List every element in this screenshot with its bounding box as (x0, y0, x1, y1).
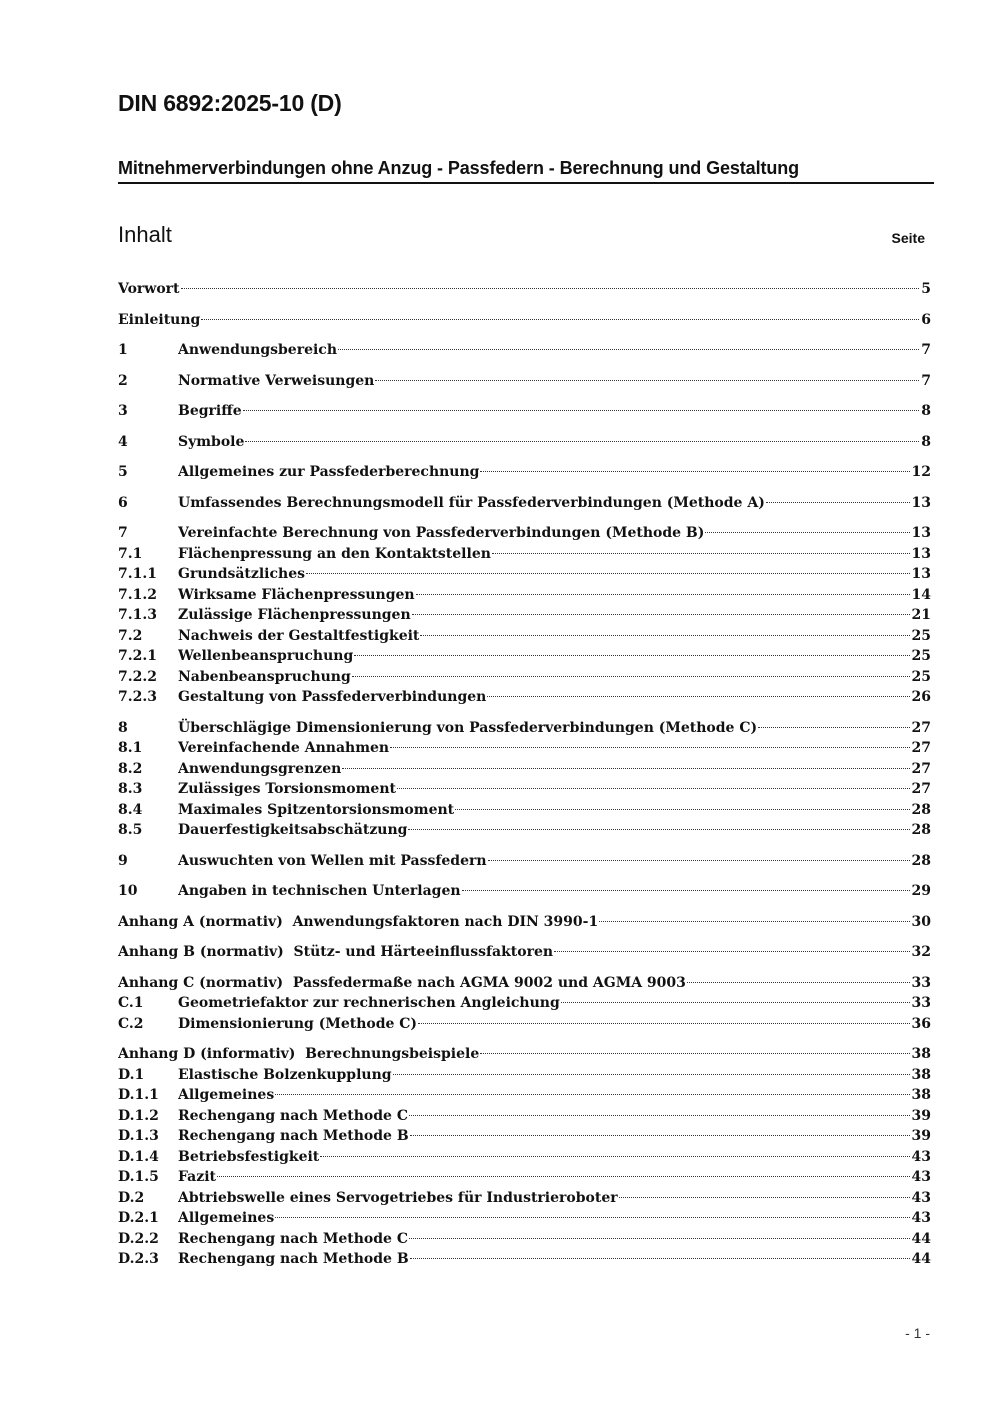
toc-entry-number: 7.2.2 (118, 668, 157, 685)
toc-entry-label: Dimensionierung (Methode C) (178, 1015, 418, 1032)
toc-entry-label: Vereinfachte Berechnung von Passfederverbindungen (Methode B) (178, 525, 705, 541)
toc-entry-label: Rechengang nach Methode C (178, 1107, 408, 1124)
toc-entry-page: 39 (911, 1107, 931, 1124)
toc-entry[interactable] (118, 544, 931, 565)
toc-dot-leader (758, 727, 909, 728)
toc-entry[interactable] (118, 687, 931, 708)
toc-entry-label: Begriffe (178, 403, 242, 419)
toc-entry-label: Zulässige Flächenpressungen (178, 607, 411, 623)
toc-entry-label: Nabenbeanspruchung (178, 668, 351, 685)
toc-entry[interactable] (118, 401, 931, 422)
toc-dot-leader (420, 635, 909, 636)
toc-entry[interactable] (118, 1188, 931, 1209)
toc-entry-label: Elastische Bolzenkupplung (178, 1066, 392, 1083)
toc-dot-leader (480, 1053, 909, 1054)
toc-entry[interactable] (118, 646, 931, 667)
toc-entry[interactable] (118, 1106, 931, 1127)
toc-entry[interactable] (118, 1147, 931, 1168)
toc-entry[interactable] (118, 1014, 931, 1035)
toc-entry-label: Umfassendes Berechnungsmodell für Passfederverbindungen (Methode A) (178, 494, 765, 511)
toc-entry-number: D.1.1 (118, 1087, 159, 1103)
toc-entry-page: 38 (911, 1046, 931, 1062)
toc-entry-label: Anhang D (informativ) Berechnungsbeispiele (118, 1046, 480, 1062)
toc-entry-page: 25 (911, 668, 931, 685)
toc-dot-leader (561, 1002, 910, 1003)
toc-dot-leader (599, 921, 909, 922)
toc-entry[interactable] (118, 993, 931, 1014)
toc-dot-leader (488, 860, 910, 861)
toc-dot-leader (397, 788, 910, 789)
toc-entry-page: 7 (921, 342, 931, 358)
toc-entry-label: Anhang B (normativ) Stütz- und Härteeinflussfaktoren (118, 944, 554, 960)
toc-entry-number: 4 (118, 433, 128, 450)
toc-entry[interactable] (118, 564, 931, 585)
toc-dot-leader (410, 1135, 910, 1136)
toc-entry-number: C.2 (118, 1015, 144, 1032)
toc-entry-label: Abtriebswelle eines Servogetriebes für Industrieroboter (178, 1189, 618, 1206)
document-title: Mitnehmerverbindungen ohne Anzug - Passfedern - Berechnung und Gestaltung (118, 158, 800, 178)
toc-dot-leader (201, 319, 919, 320)
toc-dot-leader (480, 471, 909, 472)
toc-entry-page: 13 (911, 545, 931, 562)
toc-entry[interactable] (118, 1126, 931, 1147)
toc-entry-number: D.2.2 (118, 1230, 159, 1247)
toc-entry-number: D.2.3 (118, 1251, 159, 1267)
toc-entry-page: 43 (911, 1169, 931, 1185)
toc-entry[interactable] (118, 759, 931, 780)
toc-dot-leader (619, 1197, 910, 1198)
toc-entry-number: D.1.3 (118, 1128, 159, 1144)
toc-dot-leader (243, 410, 920, 411)
toc-entry-page: 33 (911, 974, 931, 991)
toc-entry-page: 6 (921, 311, 931, 328)
toc-entry-label: Rechengang nach Methode B (178, 1128, 409, 1144)
toc-entry-number: 5 (118, 464, 128, 480)
toc-entry-page: 43 (911, 1148, 931, 1165)
toc-dot-leader (462, 890, 910, 891)
toc-entry-page: 26 (911, 689, 931, 705)
toc-dot-leader (275, 1094, 909, 1095)
toc-entry-number: 7.2.1 (118, 648, 157, 664)
toc-entry-label: Symbole (178, 433, 245, 450)
toc-entry-page: 27 (911, 760, 931, 777)
toc-dot-leader (416, 594, 910, 595)
toc-dot-leader (320, 1156, 909, 1157)
toc-entry-label: Angaben in technischen Unterlagen (178, 883, 461, 899)
toc-entry-number: 8.2 (118, 760, 143, 777)
toc-entry-number: D.1.5 (118, 1169, 159, 1185)
toc-entry-page: 12 (911, 464, 931, 480)
toc-entry-number: D.2.1 (118, 1210, 159, 1226)
toc-entry-label: Vereinfachende Annahmen (178, 740, 390, 756)
toc-entry-label: Anwendungsgrenzen (178, 760, 342, 777)
toc-entry[interactable] (118, 820, 931, 841)
toc-entry[interactable] (118, 1167, 931, 1188)
toc-entry-number: 8.3 (118, 781, 143, 797)
toc-entry[interactable] (118, 1065, 931, 1086)
toc-entry-page: 28 (911, 801, 931, 818)
toc-entry-number: C.1 (118, 995, 144, 1011)
toc-entry-label: Auswuchten von Wellen mit Passfedern (178, 852, 487, 869)
toc-entry-label: Normative Verweisungen (178, 372, 375, 389)
page-column-label: Seite (891, 230, 925, 246)
table-of-contents (118, 279, 931, 1270)
toc-entry-page: 8 (921, 433, 931, 450)
toc-entry[interactable] (118, 523, 931, 544)
toc-entry[interactable] (118, 942, 931, 963)
toc-dot-leader (375, 380, 919, 381)
toc-entry-page: 38 (911, 1087, 931, 1103)
toc-entry-page: 27 (911, 719, 931, 736)
toc-entry-number: 9 (118, 852, 128, 869)
toc-dot-leader (352, 676, 910, 677)
toc-entry[interactable] (118, 779, 931, 800)
toc-entry[interactable] (118, 432, 931, 453)
toc-entry[interactable] (118, 912, 931, 933)
toc-dot-leader (275, 1217, 909, 1218)
toc-entry-page: 13 (911, 525, 931, 541)
document-id: DIN 6892:2025-10 (D) (118, 90, 342, 116)
toc-entry-number: 10 (118, 883, 138, 899)
toc-dot-leader (181, 288, 920, 289)
toc-dot-leader (705, 532, 909, 533)
toc-entry-page: 43 (911, 1210, 931, 1226)
toc-entry-number: 8 (118, 719, 128, 736)
toc-dot-leader (409, 1115, 910, 1116)
toc-entry-label: Dauerfestigkeitsabschätzung (178, 822, 408, 838)
toc-dot-leader (487, 696, 909, 697)
toc-entry[interactable] (118, 1044, 931, 1065)
toc-entry[interactable] (118, 371, 931, 392)
toc-entry-number: 2 (118, 372, 128, 389)
toc-entry-page: 25 (911, 627, 931, 644)
toc-entry-number: D.1.4 (118, 1148, 159, 1165)
toc-entry-number: 8.5 (118, 822, 143, 838)
toc-dot-leader (217, 1176, 910, 1177)
toc-dot-leader (408, 829, 909, 830)
toc-entry-page: 27 (911, 781, 931, 797)
toc-entry[interactable] (118, 973, 931, 994)
toc-entry-page: 21 (911, 607, 931, 623)
toc-entry-number: 7.2.3 (118, 689, 157, 705)
toc-entry[interactable] (118, 1085, 931, 1106)
toc-entry-number: 7.1 (118, 545, 143, 562)
toc-entry[interactable] (118, 340, 931, 361)
title-underline (118, 182, 934, 184)
toc-entry-label: Betriebsfestigkeit (178, 1148, 320, 1165)
toc-entry[interactable] (118, 667, 931, 688)
toc-dot-leader (492, 553, 910, 554)
toc-entry-page: 7 (921, 372, 931, 389)
toc-entry-number: 7.1.2 (118, 586, 157, 603)
toc-dot-leader (410, 1258, 910, 1259)
toc-entry-number: 3 (118, 403, 128, 419)
toc-entry[interactable] (118, 738, 931, 759)
toc-entry-page: 36 (911, 1015, 931, 1032)
toc-entry[interactable] (118, 718, 931, 739)
toc-entry-number: D.1.2 (118, 1107, 159, 1124)
toc-dot-leader (338, 349, 919, 350)
toc-entry-label: Allgemeines (178, 1210, 275, 1226)
toc-entry-page: 28 (911, 822, 931, 838)
toc-entry-page: 33 (911, 995, 931, 1011)
toc-entry-page: 44 (911, 1251, 931, 1267)
toc-entry-page: 13 (911, 494, 931, 511)
toc-entry-page: 25 (911, 648, 931, 664)
toc-entry-number: 7.1.3 (118, 607, 157, 623)
toc-entry-number: 7.1.1 (118, 566, 157, 582)
toc-entry-label: Anhang C (normativ) Passfedermaße nach AGMA 9002 und AGMA 9003 (118, 974, 686, 991)
toc-entry-page: 44 (911, 1230, 931, 1247)
toc-entry-page: 43 (911, 1189, 931, 1206)
toc-dot-leader (766, 502, 910, 503)
toc-entry-number: 7.2 (118, 627, 143, 644)
toc-dot-leader (354, 655, 909, 656)
toc-entry[interactable] (118, 493, 931, 514)
toc-entry-label: Anhang A (normativ) Anwendungsfaktoren nach DIN 3990-1 (118, 913, 599, 930)
toc-entry[interactable] (118, 1208, 931, 1229)
toc-entry[interactable] (118, 1249, 931, 1270)
toc-entry-number: D.1 (118, 1066, 145, 1083)
toc-entry-page: 30 (911, 913, 931, 930)
toc-entry-label: Maximales Spitzentorsionsmoment (178, 801, 455, 818)
toc-dot-leader (393, 1074, 910, 1075)
toc-dot-leader (455, 809, 909, 810)
toc-dot-leader (342, 768, 909, 769)
toc-entry-number: 7 (118, 525, 128, 541)
toc-entry[interactable] (118, 310, 931, 331)
toc-entry-label: Rechengang nach Methode B (178, 1251, 409, 1267)
toc-entry-page: 39 (911, 1128, 931, 1144)
toc-entry-page: 29 (911, 883, 931, 899)
toc-entry-number: 6 (118, 494, 128, 511)
toc-entry[interactable] (118, 462, 931, 483)
toc-entry-label: Gestaltung von Passfederverbindungen (178, 689, 487, 705)
toc-entry-number: 1 (118, 342, 128, 358)
toc-entry-label: Fazit (178, 1169, 216, 1185)
toc-entry-label: Vorwort (118, 281, 180, 297)
toc-entry-page: 27 (911, 740, 931, 756)
toc-entry[interactable] (118, 626, 931, 647)
toc-entry-number: D.2 (118, 1189, 145, 1206)
toc-entry-number: 8.4 (118, 801, 143, 818)
toc-dot-leader (554, 951, 909, 952)
toc-entry-label: Grundsätzliches (178, 566, 305, 582)
toc-dot-leader (245, 441, 919, 442)
toc-dot-leader (687, 982, 910, 983)
toc-entry-page: 28 (911, 852, 931, 869)
toc-entry[interactable] (118, 605, 931, 626)
toc-entry-label: Nachweis der Gestaltfestigkeit (178, 627, 420, 644)
toc-entry-page: 5 (921, 281, 931, 297)
toc-entry[interactable] (118, 881, 931, 902)
page-number: - 1 - (905, 1325, 930, 1341)
toc-dot-leader (409, 1238, 910, 1239)
toc-entry-label: Allgemeines (178, 1087, 275, 1103)
toc-entry-number: 8.1 (118, 740, 143, 756)
toc-entry[interactable] (118, 279, 931, 300)
toc-entry[interactable] (118, 585, 931, 606)
toc-entry-label: Zulässiges Torsionsmoment (178, 781, 396, 797)
toc-entry-label: Anwendungsbereich (178, 342, 337, 358)
toc-entry-page: 8 (921, 403, 931, 419)
toc-dot-leader (390, 747, 909, 748)
toc-entry-label: Flächenpressung an den Kontaktstellen (178, 545, 491, 562)
toc-dot-leader (306, 573, 910, 574)
toc-entry-page: 13 (911, 566, 931, 582)
toc-entry-page: 14 (911, 586, 931, 603)
toc-entry-page: 38 (911, 1066, 931, 1083)
toc-heading: Inhalt (118, 222, 172, 247)
toc-entry-label: Überschlägige Dimensionierung von Passfederverbindungen (Methode C) (178, 719, 758, 736)
toc-dot-leader (412, 614, 910, 615)
toc-entry[interactable] (118, 1229, 931, 1250)
toc-entry[interactable] (118, 851, 931, 872)
toc-entry-label: Einleitung (118, 311, 201, 328)
toc-entry-page: 32 (911, 944, 931, 960)
toc-entry-label: Rechengang nach Methode C (178, 1230, 408, 1247)
toc-entry[interactable] (118, 800, 931, 821)
toc-dot-leader (418, 1023, 909, 1024)
toc-entry-label: Geometriefaktor zur rechnerischen Angleichung (178, 995, 560, 1011)
toc-entry-label: Wellenbeanspruchung (178, 648, 354, 664)
toc-entry-label: Allgemeines zur Passfederberechnung (178, 464, 480, 480)
toc-entry-label: Wirksame Flächenpressungen (178, 586, 415, 603)
